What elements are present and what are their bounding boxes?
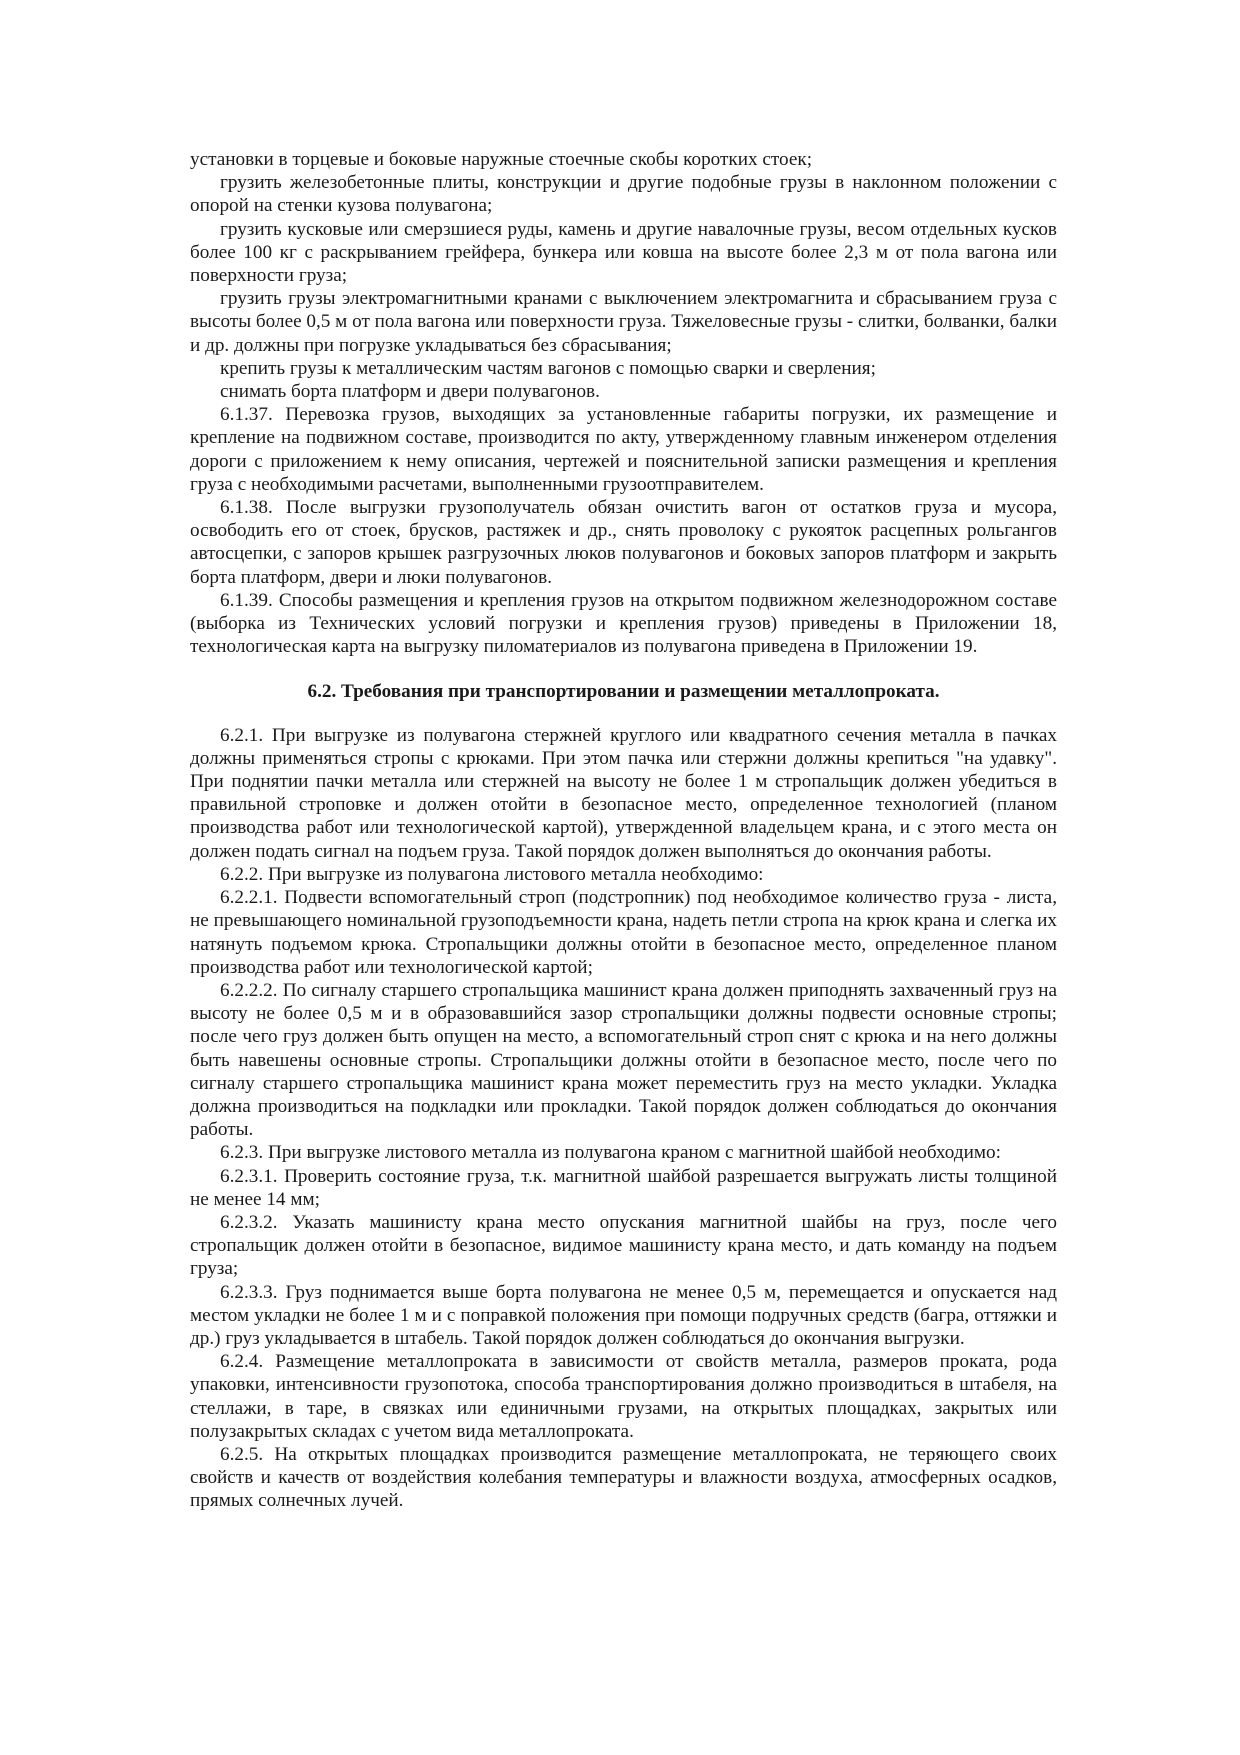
paragraph-clause-6-2-2-2: 6.2.2.2. По сигналу старшего стропальщика машинист крана должен приподнять захваченный груз на высоту не более 0,5 м и в образовавшийся зазор стропальщики должны подвести основные стропы; после чего груз должен быть опущен на место, а вспомогательный строп снят с крюка и на него должны быть навешены основные стропы. Стропальщики должны отойти в безопасное место, после чего по сигналу старшего стропальщика машинист крана может переместить груз на место укладки. Укладка должна производиться на подкладки или прокладки. Такой порядок должен соблюдаться до окончания работы. [190, 979, 1057, 1141]
paragraph-clause-6-1-37: 6.1.37. Перевозка грузов, выходящих за установленные габариты погрузки, их размещение и крепление на подвижном составе, производится по акту, утвержденному главным инженером отделения дороги с приложением к нему описания, чертежей и пояснительной записки размещения и крепления груза с необходимыми расчетами, выполненными грузоотправителем. [190, 404, 1057, 495]
paragraph-clause-6-2-1: 6.2.1. При выгрузке из полувагона стержней круглого или квадратного сечения металла в пачках должны применяться стропы с крюками. При этом пачка или стержни должны крепиться "на удавку". При поднятии пачки металла или стержней на высоту не более 1 м стропальщик должен убедиться в правильной строповке и должен отойти в безопасное место, определенное технологией (планом производства работ или технологической картой), утвержденной владельцем крана, и с этого места он должен подать сигнал на подъем груза. Такой порядок должен выполняться до окончания работы. [190, 724, 1057, 862]
paragraph-clause-6-2-4: 6.2.4. Размещение металлопроката в зависимости от свойств металла, размеров проката, рода упаковки, интенсивности грузопотока, способа транспортирования должно производиться в штабеля, на стеллажи, в таре, в связках или единичными грузами, на открытых площадках, закрытых или полузакрытых складах с учетом вида металлопроката. [190, 1351, 1057, 1442]
paragraph-clause-6-1-39: 6.1.39. Способы размещения и крепления грузов на открытом подвижном железнодорожном составе (выборка из Технических условий погрузки и крепления грузов) приведены в Приложении 18, технологическая карта на выгрузку пиломатериалов из полувагона приведена в Приложении 19. [190, 589, 1057, 658]
paragraph-clause-6-2-5: 6.2.5. На открытых площадках производится размещение металлопроката, не теряющего своих свойств и качеств от воздействия колебания температуры и влажности воздуха, атмосферных осадков, прямых солнечных лучей. [190, 1443, 1057, 1512]
paragraph-prohibition-item: крепить грузы к металлическим частям вагонов с помощью сварки и сверления; [220, 357, 876, 379]
paragraph-clause-6-2-3-1: 6.2.3.1. Проверить состояние груза, т.к. магнитной шайбой разрешается выгружать листы толщиной не менее 14 мм; [190, 1165, 1057, 1210]
paragraph-prohibition-item: грузить железобетонные плиты, конструкции и другие подобные грузы в наклонном положении с опорой на стенки кузова полувагона; [190, 172, 1057, 217]
document-page [190, 148, 1057, 1513]
section-heading-6-2: 6.2. Требования при транспортировании и размещении металлопроката. [307, 681, 940, 703]
paragraph-clause-6-2-3-2: 6.2.3.2. Указать машинисту крана место опускания магнитной шайбы на груз, после чего стропальщик должен отойти в безопасное, видимое машинисту крана место, и дать команду на подъем груза; [190, 1211, 1057, 1280]
paragraph-prohibition-item: грузить кусковые или смерзшиеся руды, камень и другие навалочные грузы, весом отдельных кусков более 100 кг с раскрыванием грейфера, бункера или ковша на высоте более 2,3 м от пола вагона или поверхности груза; [190, 218, 1057, 287]
paragraph-lead-fragment: установки в торцевые и боковые наружные стоечные скобы коротких стоек; [190, 149, 813, 170]
paragraph-clause-6-2-2: 6.2.2. При выгрузке из полувагона листового металла необходимо: [220, 863, 764, 885]
paragraph-clause-6-2-3-3: 6.2.3.3. Груз поднимается выше борта полувагона не менее 0,5 м, перемещается и опускается над местом укладки не более 1 м и с поправкой положения при помощи подручных средств (багра, оттяжки и др.) груз укладывается в штабель. Такой порядок должен соблюдаться до окончания выгрузки. [190, 1281, 1057, 1349]
paragraph-prohibition-item: снимать борта платформ и двери полувагонов. [220, 381, 600, 403]
paragraph-clause-6-2-3: 6.2.3. При выгрузке листового металла из полувагона краном с магнитной шайбой необходимо: [220, 1142, 1001, 1164]
paragraph-prohibition-item: грузить грузы электромагнитными кранами с выключением электромагнита и сбрасыванием груза с высоты более 0,5 м от пола вагона или поверхности груза. Тяжеловесные грузы - слитки, болванки, балки и др. должны при погрузке укладываться без сбрасывания; [190, 288, 1057, 356]
paragraph-clause-6-1-38: 6.1.38. После выгрузки грузополучатель обязан очистить вагон от остатков груза и мусора, освободить его от стоек, брусков, растяжек и др., снять проволоку с рукояток расцепных рольгангов автосцепки, с запоров крышек разгрузочных люков полувагонов и боковых запоров платформ и закрыть борта платформ, двери и люки полувагонов. [190, 497, 1057, 588]
paragraph-clause-6-2-2-1: 6.2.2.1. Подвести вспомогательный строп (подстропник) под необходимое количество груза - листа, не превышающего номинальной грузоподъемности крана, надеть петли стропа на крюк крана и слегка их натянуть подъемом крюка. Стропальщики должны отойти в безопасное место, определенное планом производства работ или технологической картой; [190, 887, 1057, 978]
